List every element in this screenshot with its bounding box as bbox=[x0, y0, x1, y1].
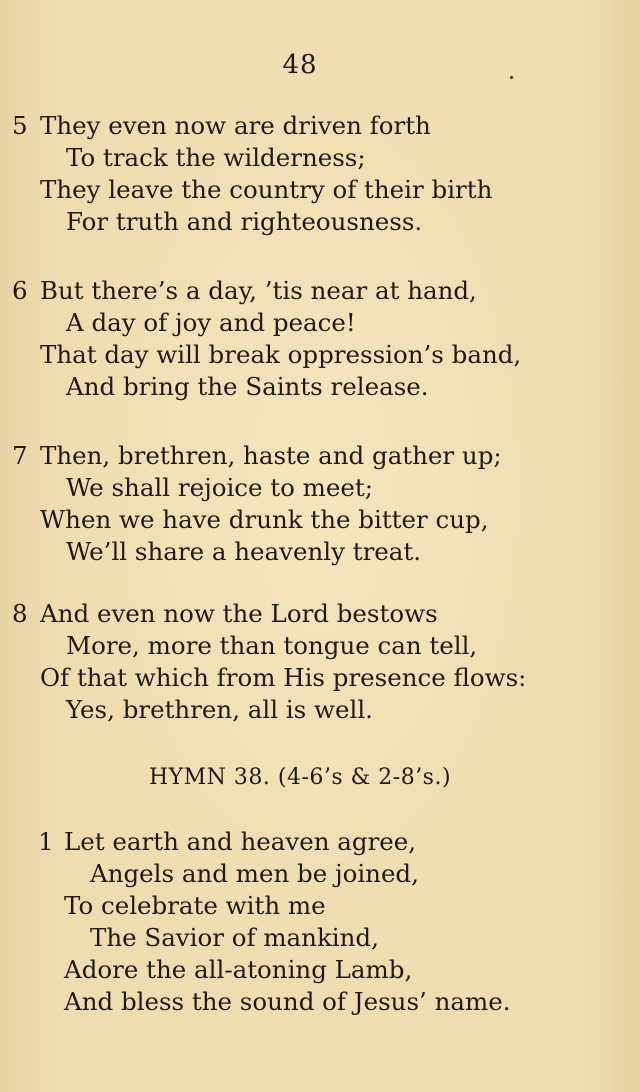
verse-line: Adore the all-atoning Lamb, bbox=[64, 955, 413, 984]
verse-line: A day of joy and peace! bbox=[66, 308, 356, 337]
verse-line: We’ll share a heavenly treat. bbox=[66, 537, 422, 566]
verse-line: To track the wilderness; bbox=[66, 143, 366, 172]
verse-line: When we have drunk the bitter cup, bbox=[40, 505, 489, 534]
verse-line: They even now are driven forth bbox=[40, 111, 431, 140]
verse-line: Yes, brethren, all is well. bbox=[66, 695, 373, 724]
page-number: 48 bbox=[282, 50, 318, 80]
verse-line: And bless the sound of Jesus’ name. bbox=[64, 987, 511, 1016]
verse-line: Of that which from His presence flows: bbox=[40, 663, 527, 692]
verse-line: And bring the Saints release. bbox=[66, 372, 429, 401]
verse-line: The Savior of mankind, bbox=[90, 923, 379, 952]
verse-line: We shall rejoice to meet; bbox=[66, 473, 374, 502]
verse-line: For truth and righteousness. bbox=[66, 207, 423, 236]
verse-number: 1 bbox=[38, 827, 54, 856]
verse-line: That day will break oppression’s band, bbox=[40, 340, 522, 369]
verse-number: 8 bbox=[12, 599, 28, 628]
verse-line: Angels and men be joined, bbox=[90, 859, 419, 888]
verse-line: Let earth and heaven agree, bbox=[64, 827, 417, 856]
verse-number: 7 bbox=[12, 441, 28, 470]
verse-number: 6 bbox=[12, 276, 28, 305]
verse-line: They leave the country of their birth bbox=[40, 175, 493, 204]
verse-line: And even now the Lord bestows bbox=[40, 599, 438, 628]
verse-line: To celebrate with me bbox=[64, 891, 326, 920]
verse-number: 5 bbox=[12, 111, 28, 140]
hymn-title: HYMN 38. (4-6’s & 2-8’s.) bbox=[148, 765, 452, 790]
verse-line: But there’s a day, ’tis near at hand, bbox=[40, 276, 477, 305]
verse-line: More, more than tongue can tell, bbox=[66, 631, 478, 660]
ink-speck bbox=[510, 76, 513, 79]
verse-line: Then, brethren, haste and gather up; bbox=[40, 441, 502, 470]
